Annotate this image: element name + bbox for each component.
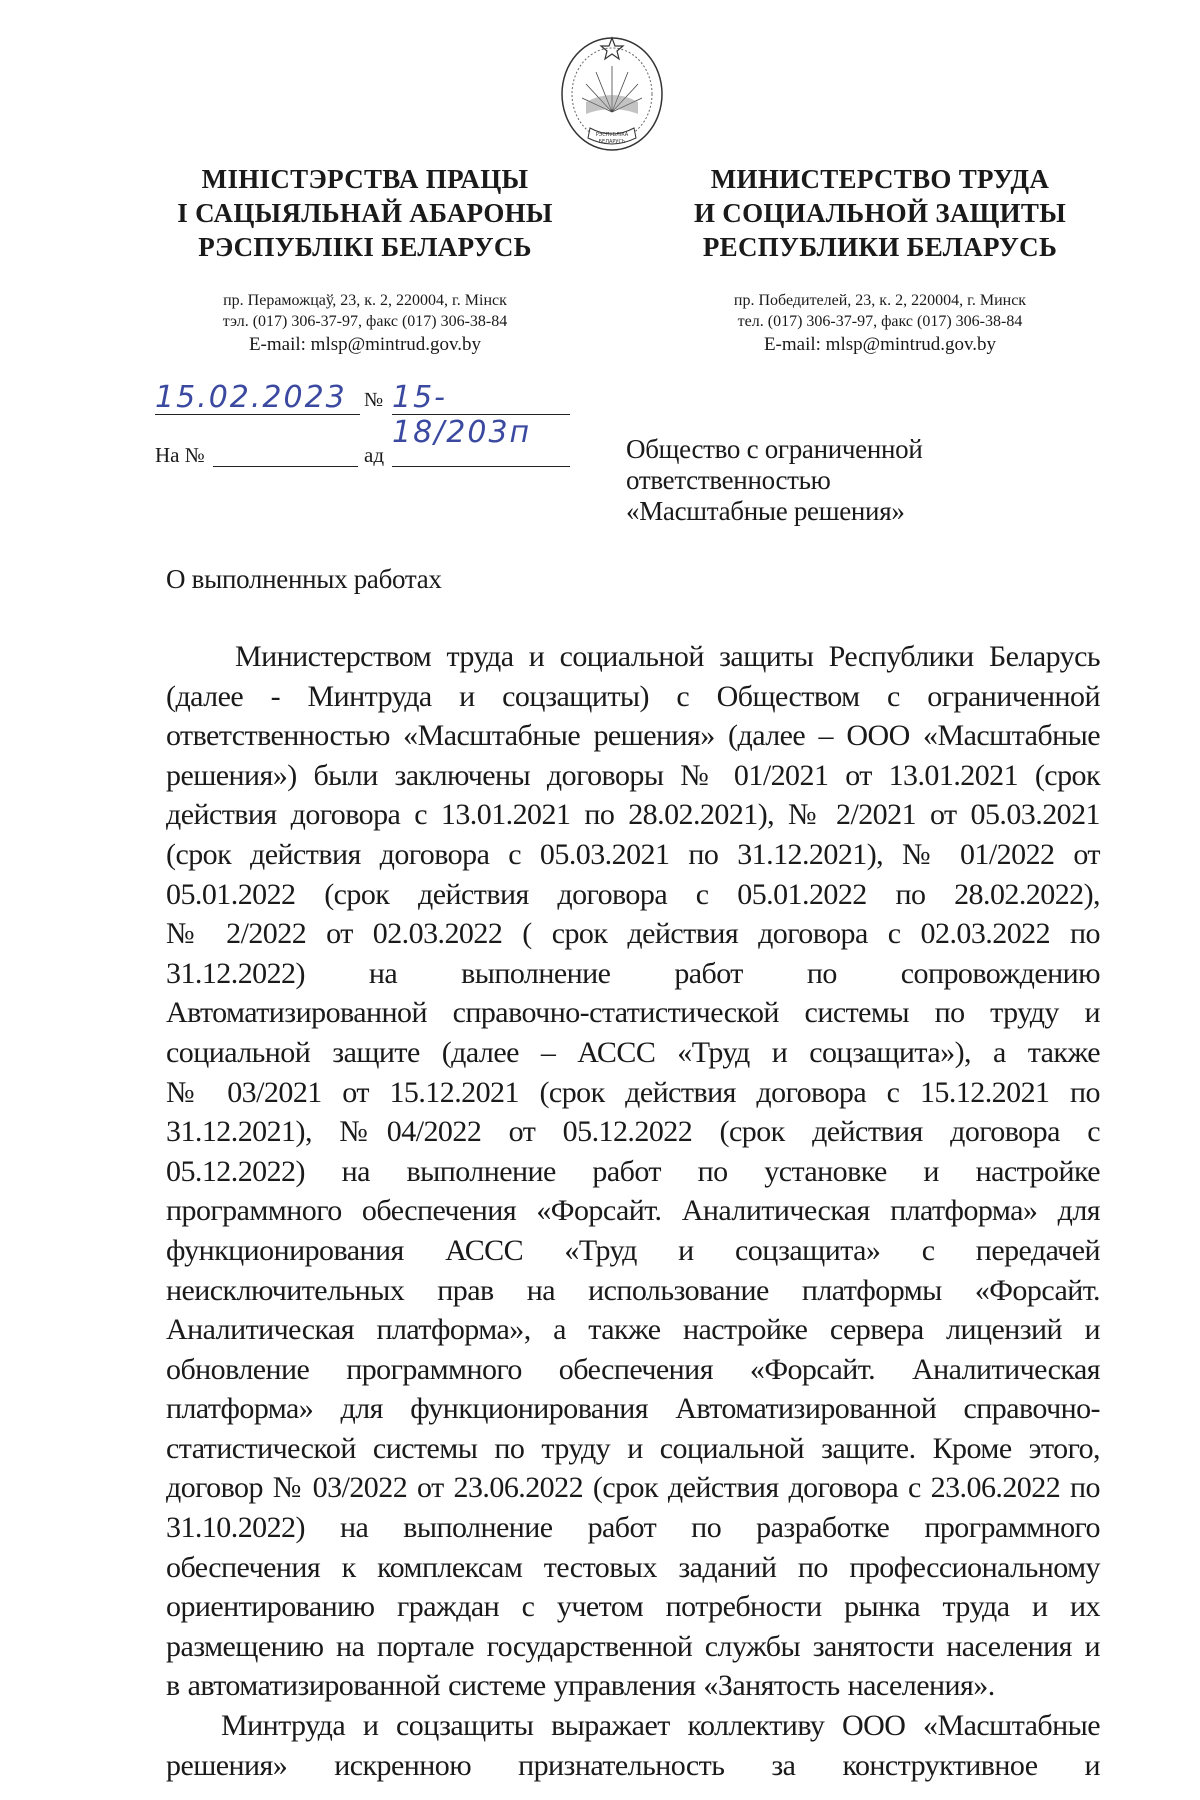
body-line: № 03/2021 от 15.12.2021 (срок действия договора с 15.12.2021 по xyxy=(166,1075,1100,1109)
email: E-mail: mlsp@mintrud.gov.by xyxy=(248,334,482,355)
body-line: неисключительных прав на использование платформы «Форсайт. xyxy=(166,1273,1100,1307)
state-emblem-icon xyxy=(556,32,668,152)
body-line: обновление программного обеспечения «Форсайт. Аналитическая xyxy=(166,1352,1100,1386)
body-line: ответственностью «Масштабные решения» (далее – ООО «Масштабные xyxy=(166,719,1100,753)
body-line: платформа» для функционирования Автоматизированной справочно- xyxy=(166,1392,1100,1426)
reply-to-number-field xyxy=(213,444,358,467)
phone: тел. (017) 306-37-97, факс (017) 306-38-84 xyxy=(737,313,1023,330)
recipient xyxy=(626,434,922,527)
recipient-line: Общество с ограниченной xyxy=(626,434,923,464)
reply-to-date-label: ад xyxy=(364,443,385,467)
body-line: (срок действия договора с 05.03.2021 по 31.12.2021), № 01/2022 от xyxy=(166,837,1100,871)
ministry-name-belarusian xyxy=(135,162,595,264)
ministry-name-line: МИНИСТЕРСТВО ТРУДА xyxy=(710,164,1050,194)
reply-to-date-field xyxy=(392,444,570,467)
handwritten-number: 15-18/203п xyxy=(392,380,532,450)
phone: тэл. (017) 306-37-97, факс (017) 306-38-84 xyxy=(222,313,508,330)
body-line: договор № 03/2022 от 23.06.2022 (срок действия договора с 23.06.2022 по xyxy=(166,1471,1100,1505)
ministry-name-line: И СОЦИАЛЬНОЙ ЗАЩИТЫ xyxy=(693,198,1067,228)
email: E-mail: mlsp@mintrud.gov.by xyxy=(763,334,997,355)
recipient-line: «Масштабные решения» xyxy=(626,496,905,526)
body-line: социальной защите (далее – АССС «Труд и соцзащита»), а также xyxy=(166,1035,1100,1069)
contacts-belarusian xyxy=(135,290,595,357)
handwritten-date: 15.02.2023 xyxy=(155,380,347,415)
number-sign: № xyxy=(364,389,384,411)
body-line: Автоматизированной справочно-статистической системы по труду и xyxy=(166,996,1100,1030)
address: пр. Победителей, 23, к. 2, 220004, г. Минск xyxy=(733,292,1027,309)
outgoing-number-field xyxy=(392,380,570,450)
body-line: 31.10.2022) на выполнение работ по разработке программного xyxy=(166,1511,1100,1545)
body-line: 31.12.2022) на выполнение работ по сопровождению xyxy=(166,956,1100,990)
body-line: программного обеспечения «Форсайт. Аналитическая платформа» для xyxy=(166,1194,1100,1228)
body-line: 31.12.2021), №04/2022 от 05.12.2022 (срок действия договора с xyxy=(166,1115,1100,1149)
body-line: действия договора с 13.01.2021 по 28.02.2021), № 2/2021 от 05.03.2021 xyxy=(166,798,1100,832)
contacts-russian xyxy=(650,290,1110,357)
ministry-name-line: РЕСПУБЛИКИ БЕЛАРУСЬ xyxy=(702,232,1058,262)
body-line: размещению на портале государственной службы занятости населения и xyxy=(166,1629,1100,1663)
body-line: функционирования АССС «Труд и соцзащита» с передачей xyxy=(166,1233,1100,1267)
body-line: Министерством труда и социальной защиты Республики Беларусь xyxy=(235,640,1100,673)
ministry-name-line: І САЦЫЯЛЬНАЙ АБАРОНЫ xyxy=(177,198,553,228)
body-line: (далее - Минтруда и соцзащиты) с Обществом с ограниченной xyxy=(166,679,1100,713)
outgoing-date-field xyxy=(155,380,360,415)
address: пр. Пераможцаў, 23, к. 2, 220004, г. Мінск xyxy=(223,292,507,309)
body-line: 05.01.2022 (срок действия договора с 05.01.2022 по 28.02.2022), xyxy=(166,877,1100,911)
svg-text:БЕЛАРУСЬ: БЕЛАРУСЬ xyxy=(598,139,626,145)
body-line: решения» искренною признательность за конструктивное и xyxy=(166,1748,1100,1782)
svg-text:РЭСПУБЛІКА: РЭСПУБЛІКА xyxy=(595,132,629,138)
body-line: статистической системы по труду и социальной защите. Кроме этого, xyxy=(166,1431,1100,1465)
body-line: решения») были заключены договоры № 01/2021 от 13.01.2021 (срок xyxy=(166,758,1100,792)
letter-body xyxy=(166,637,1100,1785)
letter-subject: О выполненных работах xyxy=(166,564,442,594)
body-line: № 2/2022 от 02.03.2022 ( срок действия договора с 02.03.2022 по xyxy=(166,917,1100,951)
ministry-name-line: РЭСПУБЛІКІ БЕЛАРУСЬ xyxy=(198,232,532,262)
ministry-name-line: МІНІСТЭРСТВА ПРАЦЫ xyxy=(201,164,529,194)
reply-to-number-label: На № xyxy=(155,443,205,467)
body-line: обеспечения к комплексам тестовых заданий по профессиональному xyxy=(166,1550,1100,1584)
body-line: Аналитическая платформа», а также настройке сервера лицензий и xyxy=(166,1313,1100,1347)
ministry-name-russian xyxy=(650,162,1110,264)
body-line: Минтруда и соцзащиты выражает коллективу ООО «Масштабные xyxy=(221,1709,1100,1743)
body-line: в автоматизированной системе управления «Занятость населения». xyxy=(166,1669,995,1703)
body-line: 05.12.2022) на выполнение работ по установке и настройке xyxy=(166,1154,1100,1188)
body-line: ориентированию граждан с учетом потребности рынка труда и их xyxy=(166,1590,1100,1624)
recipient-line: ответственностью xyxy=(626,465,831,495)
